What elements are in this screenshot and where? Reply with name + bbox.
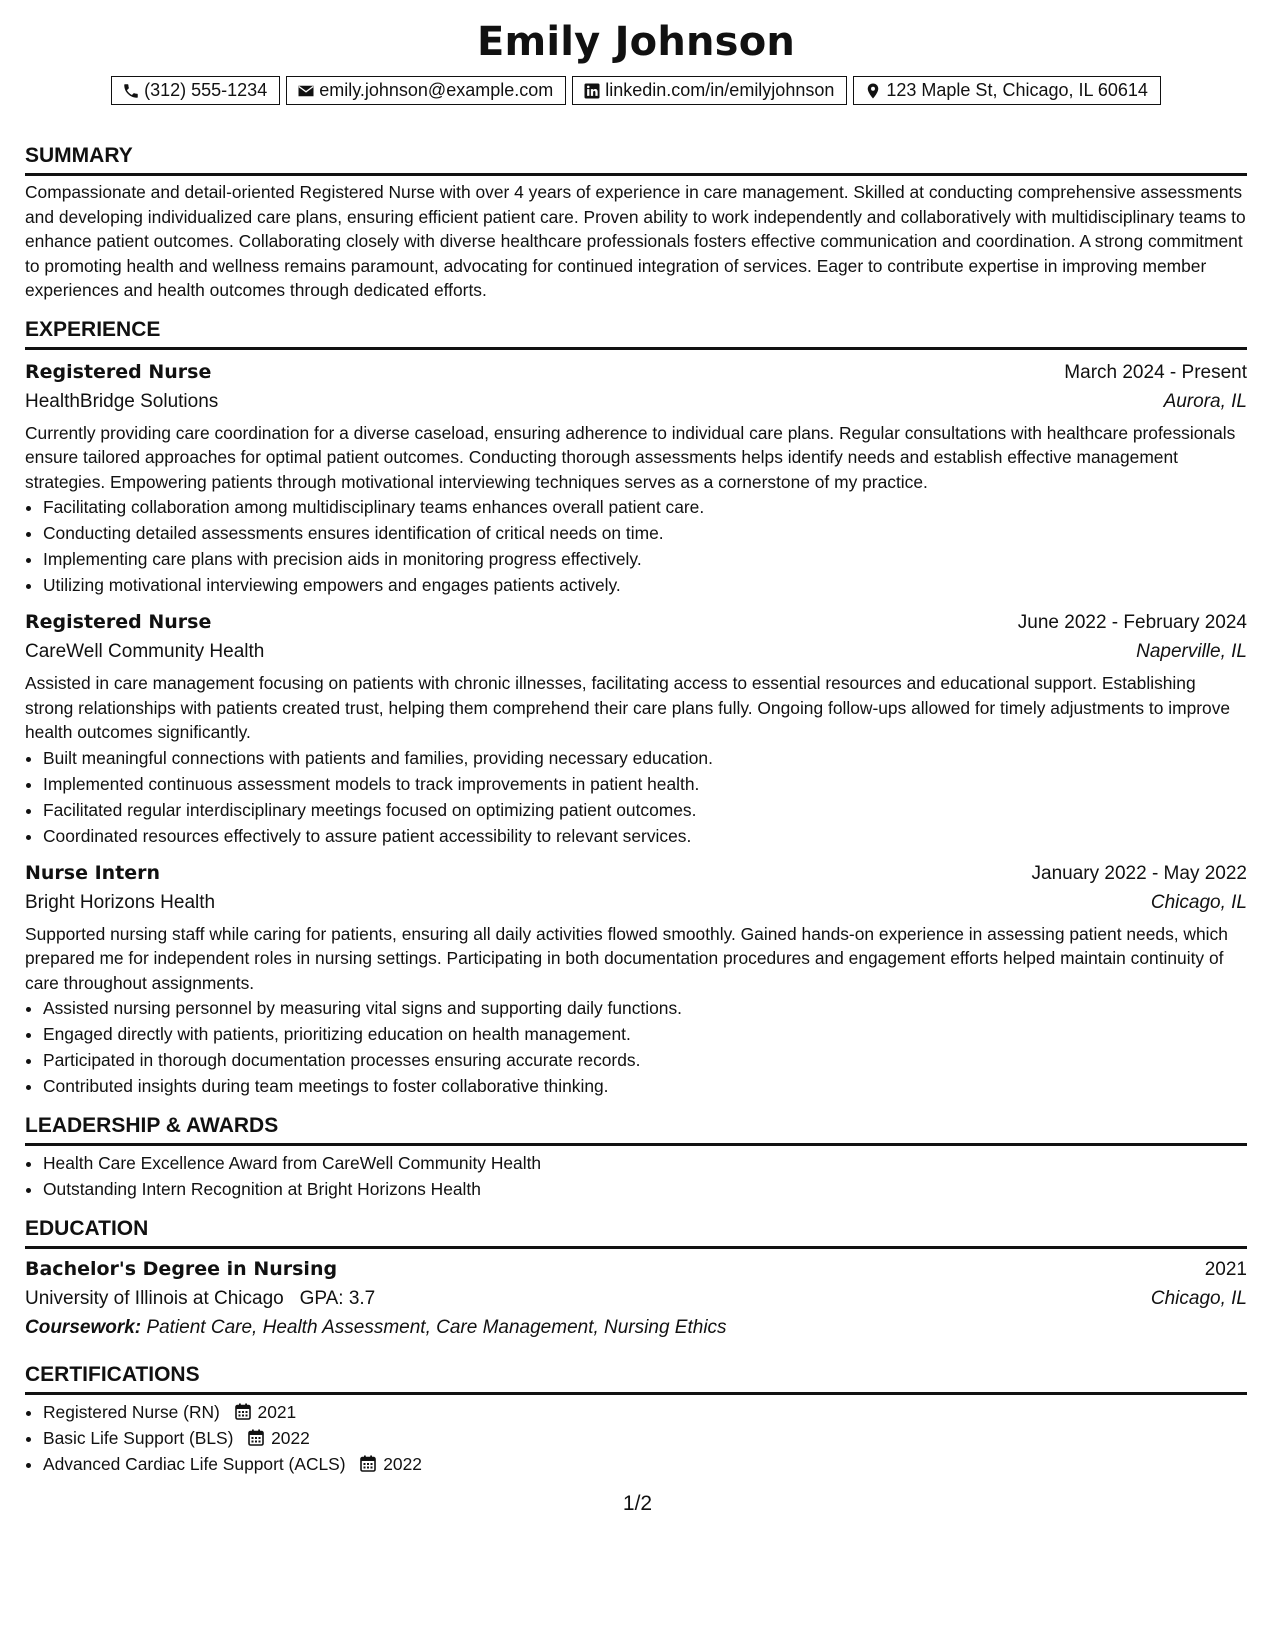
job-bullets bbox=[25, 494, 1247, 598]
cert-name: Advanced Cardiac Life Support (ACLS) bbox=[43, 1454, 346, 1474]
job-location: Chicago, IL bbox=[1150, 891, 1247, 913]
job-location: Aurora, IL bbox=[1163, 390, 1247, 412]
job-entry bbox=[25, 608, 1247, 849]
list-item: • Participated in thorough documentation processes ensuring accurate records. bbox=[43, 1047, 1247, 1073]
linkedin-icon bbox=[583, 82, 601, 100]
resume-page bbox=[25, 18, 1247, 1477]
list-item: • Conducting detailed assessments ensures identification of critical needs on time. bbox=[43, 520, 1247, 546]
job-dates: June 2022 - February 2024 bbox=[1017, 612, 1247, 633]
list-item bbox=[43, 1399, 1247, 1425]
job-entry bbox=[25, 358, 1247, 599]
job-dates: March 2024 - Present bbox=[1064, 361, 1247, 383]
summary-text: Compassionate and detail-oriented Registered Nurse with over 4 years of experience in care management. Skilled at conducting comprehensive assessments and developing individualized care plans, ensuring efficient patient care. Proven ability to work independently and collaboratively with multidisciplinary teams to enhance patient outcomes. Collaborating closely with diverse healthcare professionals fosters effective communication and coordination. A strong commitment to promoting health and wellness remains paramount, advocating for continued integration of services. Eager to contribute expertise in improving member experiences and health outcomes through dedicated efforts. bbox=[25, 182, 1246, 300]
education-section bbox=[25, 1216, 1247, 1342]
cert-year: 2022 bbox=[271, 1428, 310, 1448]
list-item: • Assisted nursing personnel by measuring vital signs and supporting daily functions. bbox=[43, 995, 1247, 1021]
contact-phone-text: (312) 555-1234 bbox=[144, 80, 268, 100]
calendar-icon bbox=[248, 1429, 264, 1446]
job-company: HealthBridge Solutions bbox=[25, 390, 219, 412]
list-item: • Contributed insights during team meetings to foster collaborative thinking. bbox=[43, 1073, 1247, 1099]
experience-title: EXPERIENCE bbox=[25, 317, 1247, 350]
coursework bbox=[25, 1314, 1247, 1342]
school-location: Chicago, IL bbox=[1150, 1288, 1247, 1309]
job-description: Supported nursing staff while caring for patients, ensuring all daily activities flowed smoothly. Gained hands-on experience in assessing patient needs, which prepared me for independent roles in nursing settings. Participating in both documentation procedures and engagement efforts helped maintain continuity of care throughout assignments. bbox=[25, 923, 1228, 993]
certifications-title: CERTIFICATIONS bbox=[25, 1362, 1247, 1395]
education-title: EDUCATION bbox=[25, 1216, 1247, 1249]
summary-section bbox=[25, 143, 1247, 303]
certifications-section bbox=[25, 1362, 1247, 1477]
calendar-icon bbox=[235, 1403, 251, 1420]
job-bullets bbox=[25, 995, 1247, 1099]
awards-section bbox=[25, 1113, 1247, 1202]
cert-name: Basic Life Support (BLS) bbox=[43, 1428, 234, 1448]
job-bullets bbox=[25, 745, 1247, 849]
certifications-list bbox=[25, 1399, 1247, 1477]
job-location: Naperville, IL bbox=[1136, 641, 1247, 662]
contact-address[interactable] bbox=[853, 76, 1161, 105]
cert-year: 2021 bbox=[257, 1402, 297, 1422]
list-item: • Health Care Excellence Award from CareWell Community Health bbox=[43, 1150, 1247, 1176]
job-role: Registered Nurse bbox=[25, 360, 212, 383]
contact-linkedin[interactable] bbox=[572, 76, 847, 105]
school-name: University of Illinois at Chicago bbox=[25, 1288, 284, 1309]
list-item: • Outstanding Intern Recognition at Bright Horizons Health bbox=[43, 1176, 1247, 1202]
job-company: CareWell Community Health bbox=[25, 641, 265, 662]
coursework-label: Coursework: bbox=[25, 1317, 142, 1338]
envelope-icon bbox=[297, 82, 315, 100]
awards-title: LEADERSHIP & AWARDS bbox=[25, 1113, 1247, 1146]
degree-name: Bachelor's Degree in Nursing bbox=[25, 1258, 338, 1280]
contact-linkedin-text: linkedin.com/in/emilyjohnson bbox=[605, 80, 835, 100]
job-description: Currently providing care coordination for a diverse caseload, ensuring adherence to individual care plans. Regular consultations with healthcare professionals ensure tailored approaches for optimal patient outcomes. Conducting thorough assessments helps identify needs and establish effective management strategies. Empowering patients through motivational interviewing techniques serves as a cornerstone of my practice. bbox=[25, 422, 1236, 492]
job-company: Bright Horizons Health bbox=[25, 891, 216, 913]
list-item: • Coordinated resources effectively to assure patient accessibility to relevant services. bbox=[43, 823, 1247, 849]
calendar-icon bbox=[360, 1455, 376, 1472]
cert-year: 2022 bbox=[383, 1454, 422, 1474]
phone-icon bbox=[122, 82, 140, 100]
location-pin-icon bbox=[864, 82, 882, 100]
cert-name: Registered Nurse (RN) bbox=[43, 1402, 220, 1422]
list-item bbox=[43, 1425, 1247, 1451]
summary-title: SUMMARY bbox=[25, 143, 1247, 176]
graduation-year: 2021 bbox=[1204, 1259, 1247, 1280]
job-dates: January 2022 - May 2022 bbox=[1031, 862, 1247, 884]
page-number: 1/2 bbox=[622, 1492, 653, 1515]
contact-bar bbox=[25, 76, 1247, 105]
experience-section bbox=[25, 317, 1247, 1100]
list-item: • Facilitated regular interdisciplinary meetings focused on optimizing patient outcomes. bbox=[43, 797, 1247, 823]
contact-address-text: 123 Maple St, Chicago, IL 60614 bbox=[886, 80, 1148, 100]
list-item bbox=[43, 1451, 1247, 1477]
list-item: • Engaged directly with patients, prioritizing education on health management. bbox=[43, 1021, 1247, 1047]
contact-email-text: emily.johnson@example.com bbox=[319, 80, 554, 100]
gpa: GPA: 3.7 bbox=[299, 1288, 376, 1309]
list-item: • Facilitating collaboration among multidisciplinary teams enhances overall patient care. bbox=[43, 494, 1247, 520]
contact-phone[interactable] bbox=[111, 76, 280, 105]
list-item: • Utilizing motivational interviewing empowers and engages patients actively. bbox=[43, 572, 1247, 598]
awards-list bbox=[25, 1150, 1247, 1202]
job-entry bbox=[25, 859, 1247, 1100]
job-role: Nurse Intern bbox=[25, 861, 161, 884]
coursework-list: Patient Care, Health Assessment, Care Management, Nursing Ethics bbox=[146, 1317, 727, 1338]
list-item: • Implemented continuous assessment models to track improvements in patient health. bbox=[43, 771, 1247, 797]
contact-email[interactable] bbox=[286, 76, 566, 105]
job-role: Registered Nurse bbox=[25, 611, 212, 633]
job-description: Assisted in care management focusing on patients with chronic illnesses, facilitating access to essential resources and educational support. Establishing strong relationships with patients created trust, helping them comprehend their care plans fully. Ongoing follow-ups allowed for timely adjustments to improve health outcomes significantly. bbox=[25, 673, 1231, 742]
candidate-name: Emily Johnson bbox=[476, 19, 796, 65]
list-item: • Implementing care plans with precision aids in monitoring progress effectively. bbox=[43, 546, 1247, 572]
list-item: • Built meaningful connections with patients and families, providing necessary education. bbox=[43, 745, 1247, 771]
